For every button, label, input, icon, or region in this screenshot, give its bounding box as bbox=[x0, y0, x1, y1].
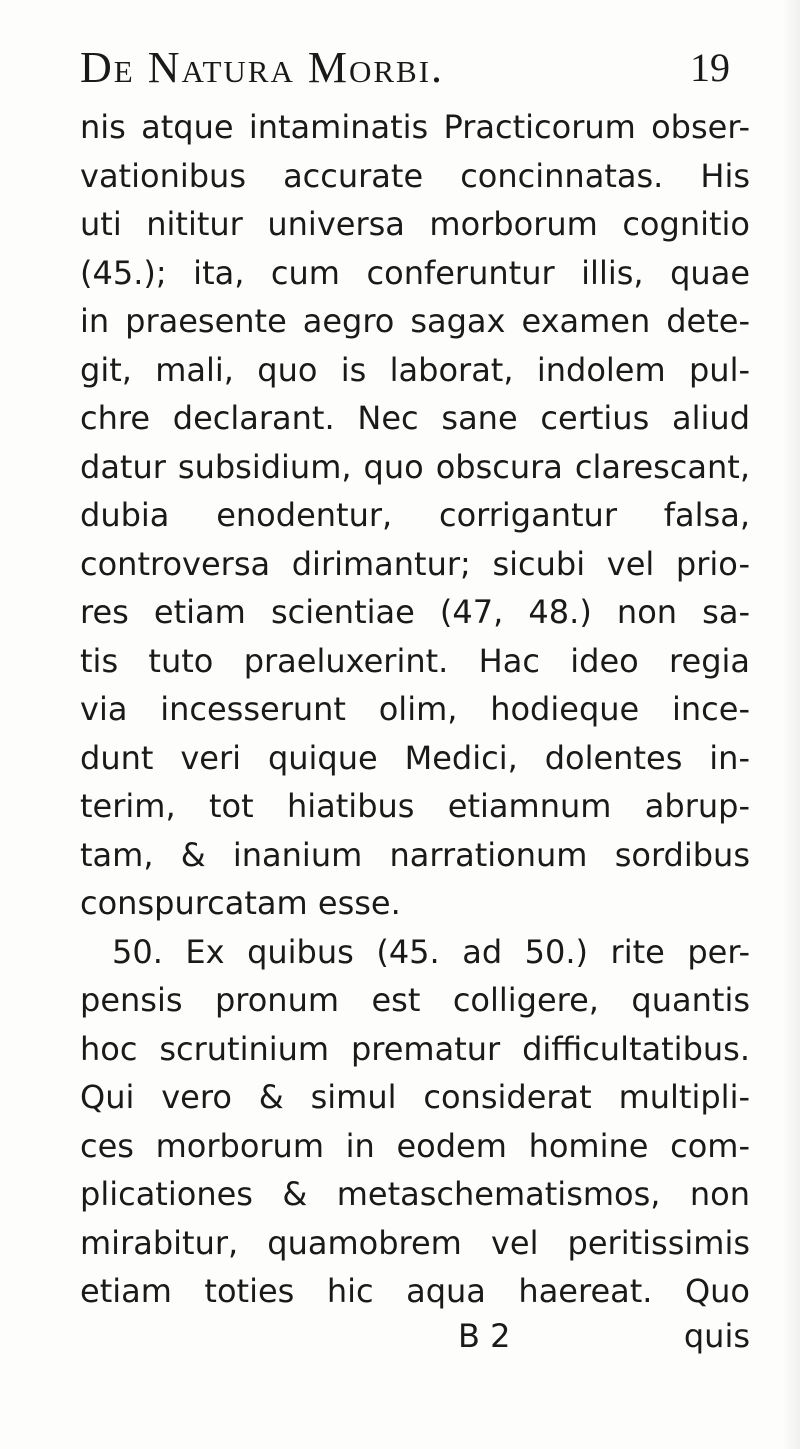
text-line: ces morborum in eodem homine com- bbox=[80, 1126, 750, 1165]
body-text bbox=[80, 103, 750, 1316]
text-line: dunt veri quique Medici, dolentes in- bbox=[80, 738, 750, 777]
text-line: (45.); ita, cum conferuntur illis, quae bbox=[80, 253, 750, 292]
text-line: plicationes & metaschematismos, non bbox=[80, 1175, 750, 1213]
text-line: mirabitur, quamobrem vel peritissimis bbox=[80, 1223, 750, 1262]
text-line: controversa dirimantur; sicubi vel prio- bbox=[80, 544, 750, 583]
text-line: via incesserunt olim, hodieque ince- bbox=[80, 690, 750, 728]
text-line: nis atque intaminatis Practicorum obser- bbox=[80, 108, 750, 146]
text-line: tam, & inanium narrationum sordibus bbox=[80, 835, 750, 874]
text-line: uti nititur universa morborum cognitio bbox=[80, 205, 750, 243]
text-line: hoc scrutinium prematur difficultatibus. bbox=[80, 1029, 750, 1068]
text-line: res etiam scientiae (47, 48.) non sa- bbox=[80, 593, 750, 631]
page-edge-shadow bbox=[782, 0, 800, 1449]
text-line: git, mali, quo is laborat, indolem pul- bbox=[80, 350, 750, 389]
page-header bbox=[80, 38, 730, 98]
text-line: terim, tot hiatibus etiamnum abrup- bbox=[80, 787, 750, 825]
text-line: pensis pronum est colligere, quantis bbox=[80, 981, 750, 1019]
text-line: chre declarant. Nec sane certius aliud bbox=[80, 399, 750, 437]
text-line: in praesente aegro sagax examen dete- bbox=[80, 302, 750, 340]
page-footer bbox=[80, 1312, 750, 1360]
text-line: Qui vero & simul considerat multipli- bbox=[80, 1078, 750, 1116]
text-line: vationibus accurate concinnatas. His bbox=[80, 156, 750, 195]
text-line: etiam toties hic aqua haereat. Quo bbox=[80, 1272, 750, 1310]
text-line: dubia enodentur, corrigantur falsa, bbox=[80, 496, 750, 534]
text-line: datur subsidium, quo obscura clarescant, bbox=[80, 447, 750, 486]
text-line: tis tuto praeluxerint. Hac ideo regia bbox=[80, 641, 750, 680]
text-line: 50. Ex quibus (45. ad 50.) rite per- bbox=[112, 932, 750, 971]
signature-mark: B 2 bbox=[458, 1317, 511, 1355]
page-number: 19 bbox=[690, 45, 730, 90]
text-line: conspurcatam esse. bbox=[80, 884, 401, 922]
running-title: De Natura Morbi. bbox=[80, 43, 445, 92]
catchword: quis bbox=[683, 1317, 750, 1355]
